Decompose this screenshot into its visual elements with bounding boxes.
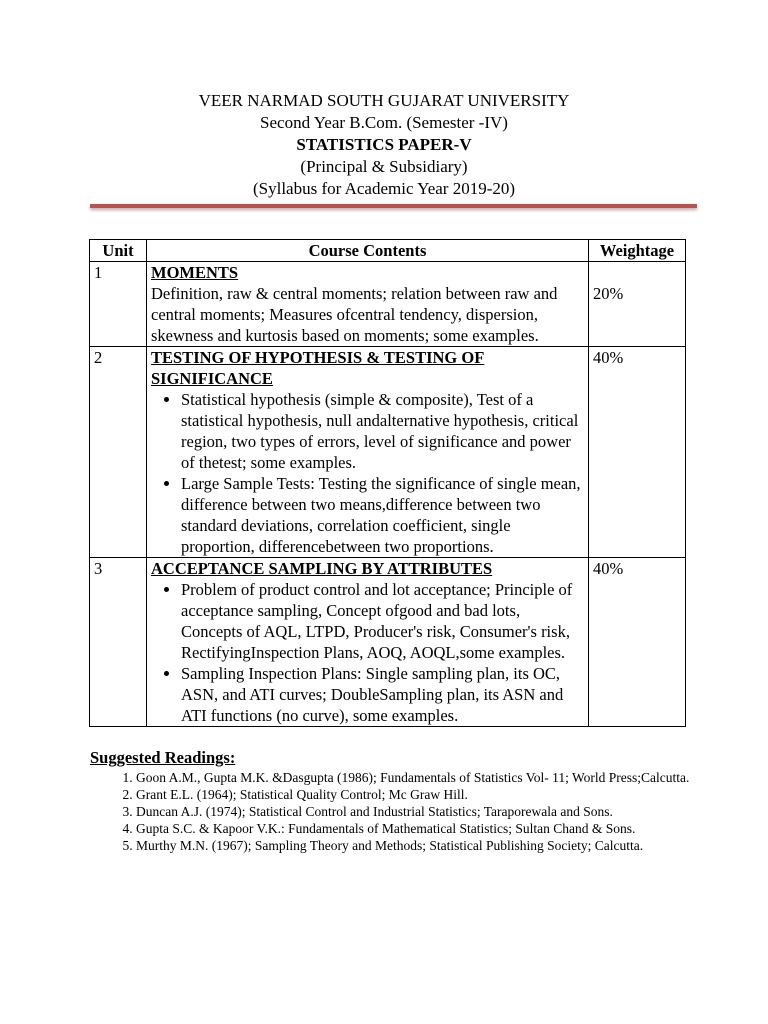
list-item: • Problem of product control and lot acceptance; Principle of acceptance sampling, Concept ofgood and bad lots, Concepts of AQL, LTPD, Producer's risk, Consumer's risk, RectifyingInspection Plans, AOQ, AOQL,some examples.: [181, 579, 584, 663]
unit-description: Definition, raw & central moments; relation between raw and central moments; Measures ofcentral tendency, dispersion, skewness and kurtosis based on moments; some examples.: [151, 284, 558, 345]
list-item: • Large Sample Tests: Testing the significance of single mean, difference between two means,difference between two standard deviations, correlation coefficient, single proportion, differencebetween two proportions.: [181, 473, 584, 557]
list-item: 2. Grant E.L. (1964); Statistical Quality Control; Mc Graw Hill.: [136, 786, 690, 803]
table-row: [90, 262, 686, 347]
topic-list: [151, 579, 584, 726]
table-row: [90, 347, 686, 558]
course-name: Second Year B.Com. (Semester -IV): [260, 113, 508, 132]
table-header-row: [90, 240, 686, 262]
syllabus-table: [89, 239, 686, 727]
unit-weightage: 40%: [589, 558, 686, 727]
unit-header: Unit: [90, 240, 147, 262]
unit-weightage: 40%: [589, 347, 686, 558]
paper-type: (Principal & Subsidiary): [300, 157, 468, 176]
course-content: [147, 262, 589, 347]
topic-list: [151, 389, 584, 557]
header-divider: [90, 204, 697, 208]
unit-weightage: 20%: [589, 262, 686, 347]
unit-title: MOMENTS: [151, 263, 239, 282]
weightage-header: Weightage: [589, 240, 686, 262]
list-item: 5. Murthy M.N. (1967); Sampling Theory and Methods; Statistical Publishing Society; Calcutta.: [136, 837, 690, 854]
contents-header: Course Contents: [147, 240, 589, 262]
academic-year: (Syllabus for Academic Year 2019-20): [252, 179, 516, 198]
course-content: [147, 347, 589, 558]
unit-number: 3: [90, 558, 147, 727]
readings-title: Suggested Readings:: [90, 748, 236, 767]
table-row: [90, 558, 686, 727]
unit-number: 1: [90, 262, 147, 347]
readings-list: [90, 769, 690, 854]
unit-title: TESTING OF HYPOTHESIS & TESTING OF SIGNIFICANCE: [151, 348, 485, 388]
list-item: • Statistical hypothesis (simple & composite), Test of a statistical hypothesis, null andalternative hypothesis, critical region, two types of errors, level of significance and power of thetest; some examples.: [181, 389, 584, 473]
course-content: [147, 558, 589, 727]
document-header: [0, 90, 768, 200]
university-name: VEER NARMAD SOUTH GUJARAT UNIVERSITY: [198, 91, 570, 110]
list-item: 1. Goon A.M., Gupta M.K. &Dasgupta (1986); Fundamentals of Statistics Vol- 11; World Press;Calcutta.: [136, 769, 690, 786]
suggested-readings: [90, 747, 690, 854]
unit-title: ACCEPTANCE SAMPLING BY ATTRIBUTES: [151, 559, 493, 578]
unit-number: 2: [90, 347, 147, 558]
list-item: 3. Duncan A.J. (1974); Statistical Control and Industrial Statistics; Taraporewala and Sons.: [136, 803, 690, 820]
paper-title: STATISTICS PAPER-V: [296, 135, 472, 154]
list-item: • Sampling Inspection Plans: Single sampling plan, its OC, ASN, and ATI curves; DoubleSampling plan, its ASN and ATI functions (no curve), some examples.: [181, 663, 584, 726]
list-item: 4. Gupta S.C. & Kapoor V.K.: Fundamentals of Mathematical Statistics; Sultan Chand & Sons.: [136, 820, 690, 837]
